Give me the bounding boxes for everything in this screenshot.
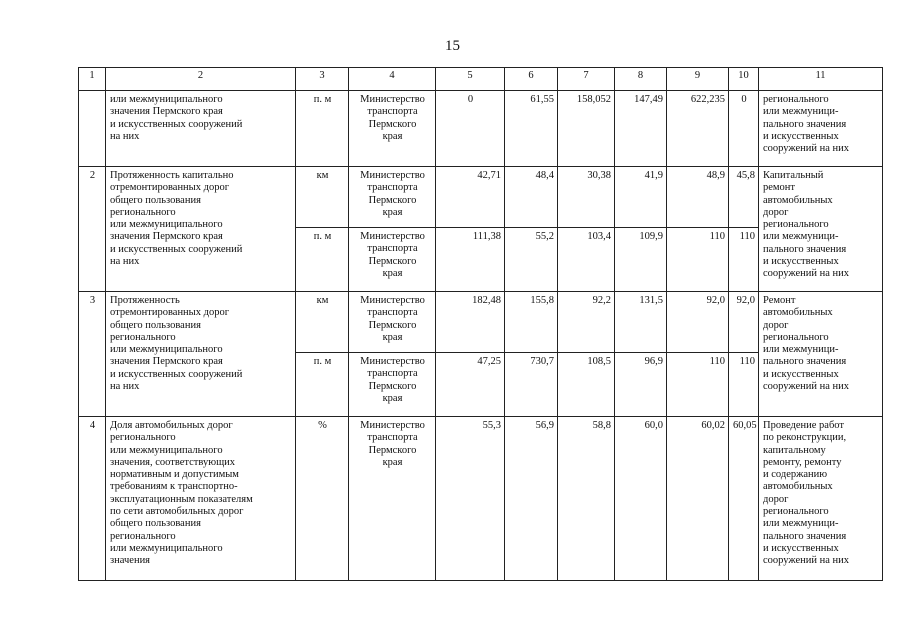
value-cell: 158,052: [558, 91, 615, 167]
column-header: 1: [79, 68, 106, 91]
ministry-cell: Министерство транспорта Пермского края: [349, 167, 436, 228]
ministry-cell: Министерство транспорта Пермского края: [349, 417, 436, 581]
indicator-name: Протяженность капитально отремонтированных дорог общего пользования регионального или межмуниципального значения Пермского края и искусственных сооружений на них: [106, 167, 296, 292]
row-number-cell: [79, 91, 106, 167]
value-cell: 55,3: [436, 417, 505, 581]
column-header: 8: [615, 68, 667, 91]
ministry-cell: Министерство транспорта Пермского края: [349, 228, 436, 292]
value-cell: 41,9: [615, 167, 667, 228]
row-number-cell: 2: [79, 167, 106, 292]
indicator-name: или межмуниципального значения Пермского края и искусственных сооружений на них: [106, 91, 296, 167]
note-cell: Капитальный ремонт автомобильных дорог регионального или межмуници- пального значения и искусственных сооружений на них: [759, 167, 883, 292]
value-cell: 92,0: [729, 292, 759, 353]
value-cell: 103,4: [558, 228, 615, 292]
column-header: 11: [759, 68, 883, 91]
value-cell: 147,49: [615, 91, 667, 167]
column-header: 2: [106, 68, 296, 91]
column-header: 5: [436, 68, 505, 91]
note-cell: Проведение работ по реконструкции, капитальному ремонту, ремонту и содержанию автомобильных дорог регионального или межмуници- пального значения и искусственных сооружений на них: [759, 417, 883, 581]
value-cell: 131,5: [615, 292, 667, 353]
value-cell: 111,38: [436, 228, 505, 292]
indicator-name: Протяженность отремонтированных дорог общего пользования регионального или межмуниципального значения Пермского края и искусственных сооружений на них: [106, 292, 296, 417]
value-cell: 96,9: [615, 353, 667, 417]
value-cell: 0: [729, 91, 759, 167]
value-cell: 45,8: [729, 167, 759, 228]
column-number-row: [79, 68, 883, 91]
value-cell: 55,2: [505, 228, 558, 292]
value-cell: 110: [667, 353, 729, 417]
value-cell: 182,48: [436, 292, 505, 353]
value-cell: 730,7: [505, 353, 558, 417]
value-cell: 92,0: [667, 292, 729, 353]
value-cell: 622,235: [667, 91, 729, 167]
ministry-cell: Министерство транспорта Пермского края: [349, 91, 436, 167]
column-header: 7: [558, 68, 615, 91]
ministry-cell: Министерство транспорта Пермского края: [349, 292, 436, 353]
value-cell: 60,05: [729, 417, 759, 581]
value-cell: 56,9: [505, 417, 558, 581]
row-number-cell: 3: [79, 292, 106, 417]
value-cell: 109,9: [615, 228, 667, 292]
note-cell: Ремонт автомобильных дорог регионального или межмуници- пального значения и искусственных сооружений на них: [759, 292, 883, 417]
column-header: 4: [349, 68, 436, 91]
unit-cell: км: [296, 167, 349, 228]
page-number: 15: [445, 38, 460, 54]
indicator-name: Доля автомобильных дорог регионального или межмуниципального значения, соответствующих нормативным и допустимым требованиям к транспортно- эксплуатационным показателям по сети автомобильных дорог общего пользования регионального или межмуниципального значения: [106, 417, 296, 581]
value-cell: 30,38: [558, 167, 615, 228]
value-cell: 60,0: [615, 417, 667, 581]
table-row: [79, 167, 883, 228]
value-cell: 42,71: [436, 167, 505, 228]
column-header: 10: [729, 68, 759, 91]
unit-cell: км: [296, 292, 349, 353]
value-cell: 48,9: [667, 167, 729, 228]
unit-cell: п. м: [296, 353, 349, 417]
value-cell: 110: [729, 353, 759, 417]
value-cell: 110: [667, 228, 729, 292]
column-header: 9: [667, 68, 729, 91]
value-cell: 48,4: [505, 167, 558, 228]
value-cell: 47,25: [436, 353, 505, 417]
table-row: [79, 292, 883, 353]
value-cell: 58,8: [558, 417, 615, 581]
unit-cell: п. м: [296, 91, 349, 167]
value-cell: 110: [729, 228, 759, 292]
value-cell: 60,02: [667, 417, 729, 581]
value-cell: 61,55: [505, 91, 558, 167]
value-cell: 0: [436, 91, 505, 167]
value-cell: 92,2: [558, 292, 615, 353]
value-cell: 108,5: [558, 353, 615, 417]
column-header: 3: [296, 68, 349, 91]
column-header: 6: [505, 68, 558, 91]
value-cell: 155,8: [505, 292, 558, 353]
table-row: [79, 417, 883, 581]
unit-cell: п. м: [296, 228, 349, 292]
note-cell: регионального или межмуници- пального значения и искусственных сооружений на них: [759, 91, 883, 167]
unit-cell: %: [296, 417, 349, 581]
indicators-table: [78, 67, 883, 581]
table-row: [79, 91, 883, 167]
ministry-cell: Министерство транспорта Пермского края: [349, 353, 436, 417]
row-number-cell: 4: [79, 417, 106, 581]
